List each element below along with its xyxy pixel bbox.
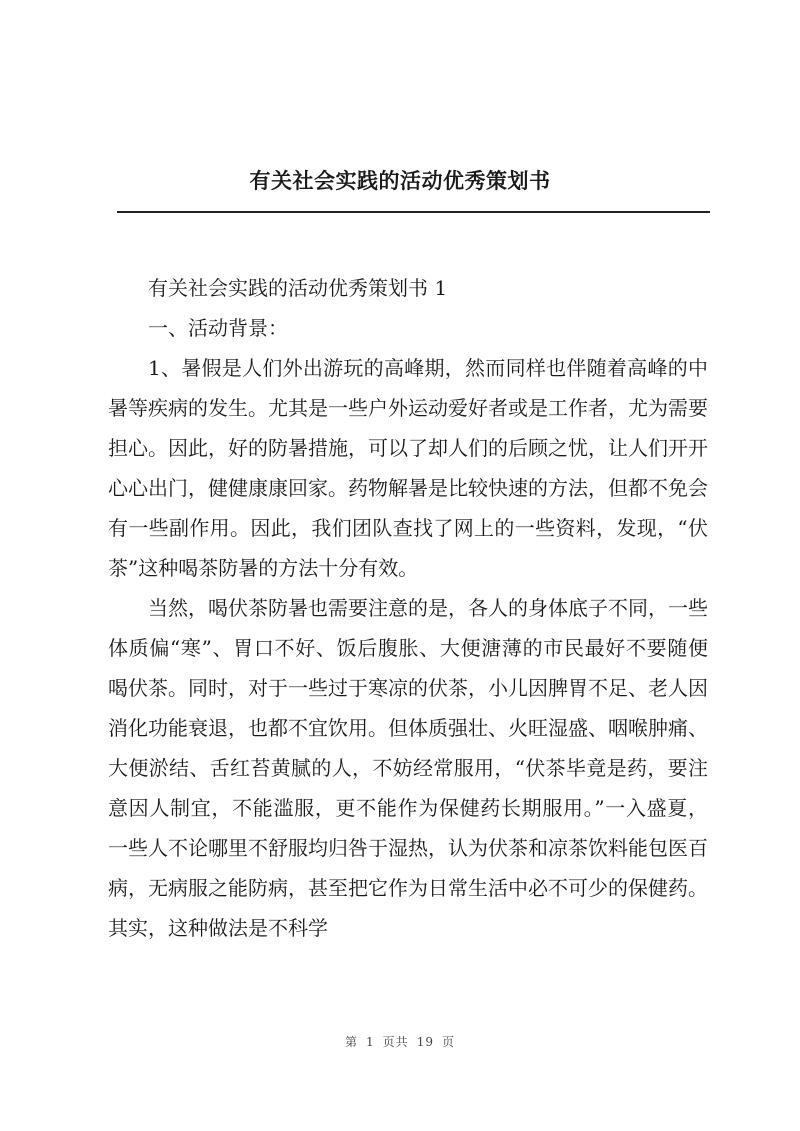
body-paragraph: 1、暑假是人们外出游玩的高峰期，然而同样也伴随着高峰的中暑等疾病的发生。尤其是一些户外运动爱好者或是工作者，尤为需要担心。因此，好的防暑措施，可以了却人们的后顾之忧，让人们开开心心出门，健健康康回家。药物解暑是比较快速的方法，但都不免会有一些副作用。因此，我们团队查找了网上的一些资料，发现，“伏茶”这种喝茶防暑的方法十分有效。 — [108, 356, 708, 580]
subsection-heading: 一、活动背景： — [148, 316, 288, 340]
footer-suffix: 页 — [441, 1035, 455, 1049]
document-body — [108, 268, 708, 948]
document-title: 有关社会实践的活动优秀策划书 — [249, 168, 551, 193]
current-page-number: 1 — [366, 1035, 375, 1049]
total-pages-number: 19 — [416, 1035, 434, 1049]
title-underline — [117, 211, 710, 213]
page-footer — [0, 1033, 800, 1050]
body-paragraph: 当然，喝伏茶防暑也需要注意的是，各人的身体底子不同，一些体质偏“寒”、胃口不好、饭后腹胀、大便溏薄的市民最好不要随便喝伏茶。同时，对于一些过于寒凉的伏茶，小儿因脾胃不足、老人因消化功能衰退，也都不宜饮用。但体质强壮、火旺湿盛、咽喉肿痛、大便淤结、舌红苔黄腻的人，不妨经常服用，“伏茶毕竟是药，要注意因人制宜，不能滥服，更不能作为保健药长期服用。”一入盛夏，一些人不论哪里不舒服均归咎于湿热，认为伏茶和凉茶饮料能包医百病，无病服之能防病，甚至把它作为日常生活中必不可少的保健药。其实，这种做法是不科学 — [108, 596, 708, 940]
footer-prefix: 第 — [345, 1035, 359, 1049]
footer-mid: 页共 — [382, 1035, 409, 1049]
section-heading: 有关社会实践的活动优秀策划书 1 — [148, 276, 448, 300]
